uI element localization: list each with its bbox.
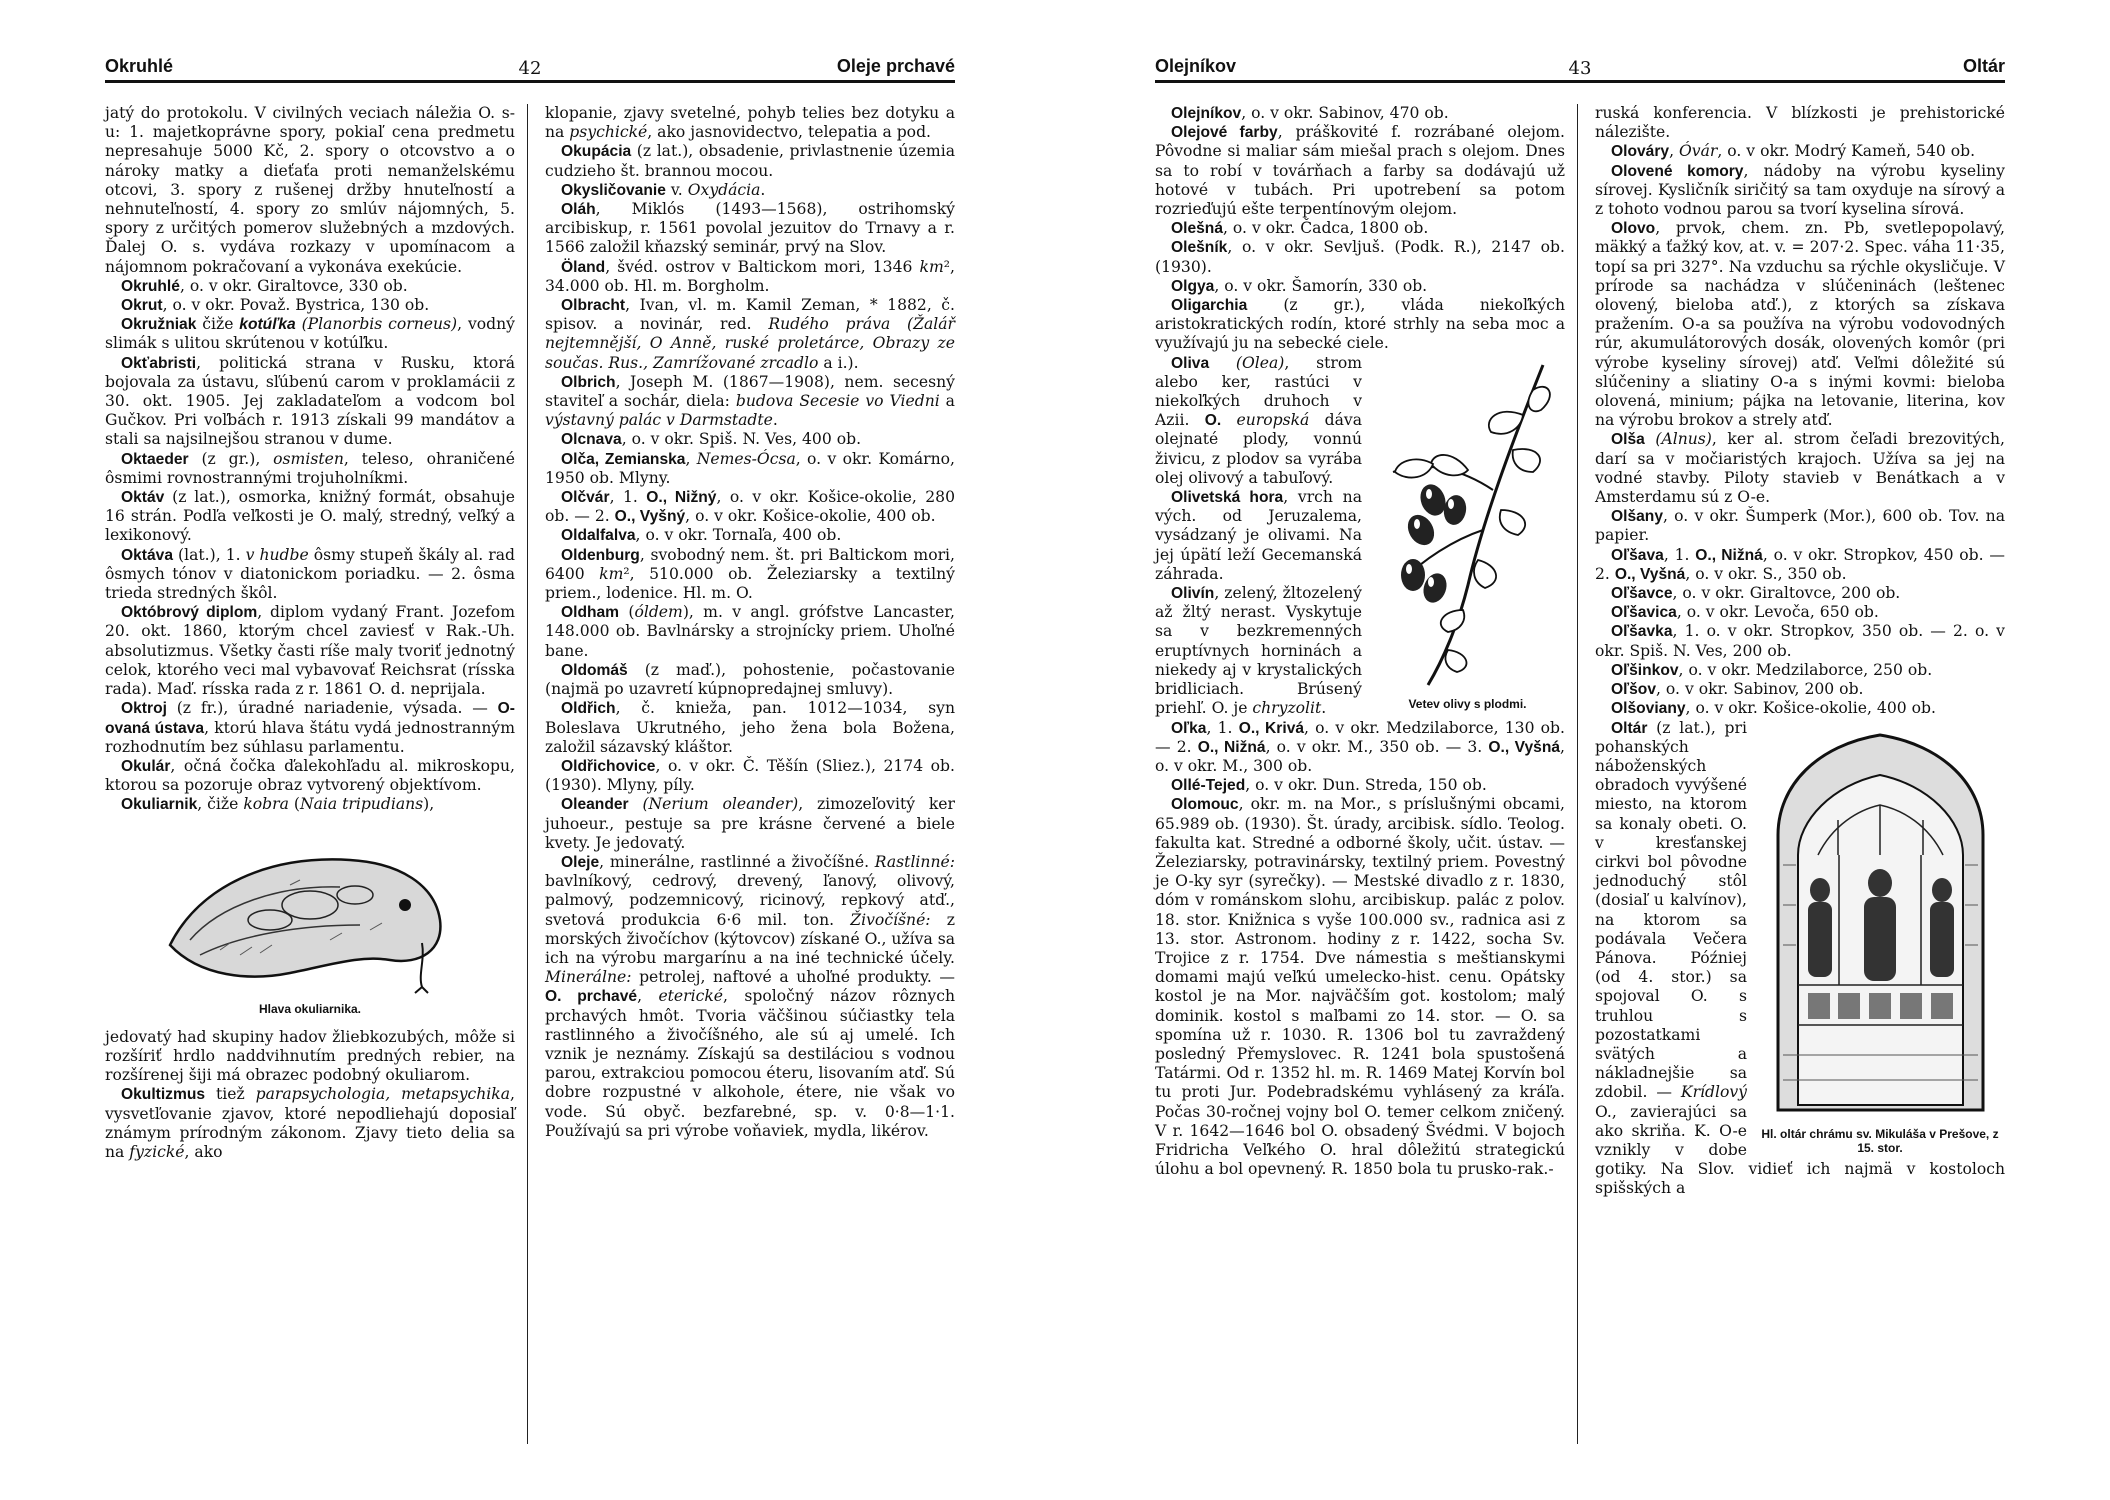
entry: Olcnava, o. v okr. Spiš. N. Ves, 400 ob. <box>561 430 862 449</box>
page-number: 42 <box>518 58 542 79</box>
header-left-word: Okruhlé <box>105 56 174 76</box>
entry: Olovo, prvok, chem. zn. Pb, svetlepopolavý, mäkký a ťažký kov, at. v. = 207·2. Spec. váha 11·35, topí sa pri 327°. Na vzduchu sa rýchle okysličuje. V prírode sa nachádza v slúčeninách (leštenec olovený, bieloba atď.), z ktorých sa získava pražením. O-a sa používa na výrobu vodovodných rúr, akumulátorových dosák, olovených komôr (pri výrobe kyseliny sírovej) atď. Veľmi dôležité sú slúčeniny a sliatiny O-a s inými kovmi: bieloba olovená, minium; pájka na letovanie, literina, kov na výrobu brokov a strely atď. <box>1595 219 2005 430</box>
entry: Olčvár, 1. O., Nižný, o. v okr. Košice-okolie, 280 ob. — 2. O., Vyšný, o. v okr. Košice-okolie, 400 ob. <box>545 488 955 526</box>
entry: Oldenburg, svobodný nem. št. pri Baltickom mori, 6400 km², 510.000 ob. Železiarsky a textilný priem., lodenice. Hl. m. O. <box>545 545 955 603</box>
entry: jatý do protokolu. V civilných veciach náležia O. s-u: 1. majetkoprávne spory, pokiaľ cena predmetu nepresahuje 5000 Kč, 2. spory o otcovstvo a o nároky matky a dieťaťa proti nemanželskému otcovi, 3. spory z rušenej držby hnuteľností a nehnuteľností, 4. spory zo smlúv nájomných, 5. spory z určitých pomerov služebných a mzdových. Ďalej O. s. vydáva rozkazy v upomínacom a nájomnom pokračovaní a vykonáva exekúcie. <box>105 104 515 276</box>
entry: Oktroj (z fr.), úradné nariadenie, výsada. — O-ovaná ústava, ktorú hlava štátu vydá jednostranným rozhodnutím bez súhlasu parlamentu. <box>105 699 516 756</box>
entry: Oldřich, č. knieža, pan. 1012—1034, syn Boleslava Ukrutného, jeho žena bola Božena, založil sázavský kláštor. <box>545 699 955 756</box>
page-header <box>1155 50 2005 83</box>
altar-caption: Hl. oltár chrámu sv. Mikuláša v Prešove, z 15. stor. <box>1761 1126 1999 1155</box>
right-page <box>1110 0 2110 1500</box>
entry: Oliva (Olea), strom alebo ker, rastúci v niekoľkých druhoch v Azii. O. europská dáva olejnaté plody, vonnú živicu, z plodov sa vyrába olej olivový a tabuľový. <box>1155 353 1362 487</box>
entry: Olomouc, okr. m. na Mor., s príslušnými obcami, 65.989 ob. (1930). Št. úrady, arcibisk. sídlo. Teolog. fakulta kat. Stredné a odborné školy, učit. ústav. — Železiarsky, potravinársky, textilný priem. Povestný je O-ky syr (syrečky). — Mestské divadlo z r. 1830, dóm v románskom slohu, arcibiskup. palác z polov. 18. stor. Knižnica s vyše 100.000 sv., radnica asi z 13. stor. Astronom. hodiny z r. 1422, socha Sv. Trojice z r. 1754. Dve námestia s meštianskymi domami majú veľkú umelecko-hist. cenu. Opátsky kostol je na Mor. najväčším got. kostolom; malý dominik. kostol s maľbami zo 14. stor. — O. sa spomína už r. 1030. R. 1306 bol tu zavraždený posledný Přemyslovec. R. 1241 bola spustošená Tatármi. Od r. 1352 hl. m. R. 1469 Matej Korvín bol tu proti Jur. Podebradskému vyhlásený za kráľa. Počas 30-ročnej vojny bol O. temer celkom zničený. V r. 1642—1646 bol O. obsadený Švédmi. V bojoch Fridricha Veľkého O. hral dôležitú strategickú úlohu a bol opevnený. R. 1850 bola tu prusko-rak.- <box>1155 795 1565 1179</box>
entry: Oľšava, 1. O., Nižná, o. v okr. Stropkov, 450 ob. — 2. O., Vyšná, o. v okr. S., 350 ob. <box>1595 545 2006 583</box>
entry: Oktaeder (z gr.), osmisten, teleso, ohraničené ôsmimi rovnostrannými trojuholníkmi. <box>105 449 516 487</box>
entry: Oľšavce, o. v okr. Giraltovce, 200 ob. <box>1611 584 1901 603</box>
entry: Oligarchia (z gr.), vláda niekoľkých aristokratických rodín, ktoré strhly na seba moc a využívajú ju na sebecké ciele. <box>1155 296 1565 353</box>
entry: Oľšavica, o. v okr. Levoča, 650 ob. <box>1611 603 1879 622</box>
entry: Olšoviany, o. v okr. Košice-okolie, 400 ob. <box>1611 699 1936 718</box>
entry: Olša (Alnus), ker al. strom čeľadi brezovitých, darí sa v močiaristých krajoch. Užíva sa jej na vodné stavby. Piloty stavieb v Benátkach a v Amsterdamu sú z O-e. <box>1595 430 2005 507</box>
altar-illustration <box>1758 725 2003 1120</box>
right-page-column-1 <box>1155 104 1565 1179</box>
entry: Oľka, 1. O., Krivá, o. v okr. Medzilaborce, 130 ob. — 2. O., Nižná, o. v okr. M., 350 ob. — 3. O., Vyšná, o. v okr. M., 300 ob. <box>1155 718 1566 775</box>
entry: Olšany, o. v okr. Šumperk (Mor.), 600 ob. Tov. na papier. <box>1595 507 2005 545</box>
entry: Olivín, zelený, žltozelený až žltý nerast. Vyskytuje sa v bezkremenných eruptívnych horninách a niekedy aj v krystalických bridliciach. Brúsený priehľ. O. je chryzolit. <box>1155 584 1362 718</box>
entry: Oktáv (z lat.), osmorka, knižný formát, obsahuje 16 strán. Podľa veľkosti je O. malý, stredný, veľký a lexikonový. <box>105 488 515 545</box>
entry: Olgya, o. v okr. Šamorín, 330 ob. <box>1171 276 1428 295</box>
column-divider <box>1577 104 1578 1444</box>
entry: klopanie, zjavy svetelné, pohyb telies bez dotyku a na psychické, ako jasnovidectvo, telepatia a pod. <box>545 104 955 142</box>
entry: Okulár, očná čočka ďalekohľadu al. mikroskopu, ktorou sa pozoruje obraz vytvorený objektívom. <box>105 756 515 795</box>
entry: Olováry, Óvár, o. v okr. Modrý Kameň, 540 ob. <box>1611 142 1976 161</box>
entry: Oldřichovice, o. v okr. Č. Těšín (Sliez.), 2174 ob. (1930). Mlyny, píly. <box>545 756 955 795</box>
snake-figure <box>105 825 515 1016</box>
entry: Okupácia (z lat.), obsadenie, privlastnenie územia cudzieho št. brannou mocou. <box>545 142 955 180</box>
entry: Okťabristi, politická strana v Rusku, ktorá bojovala za ústavu, sľúbenú carom v proklamácii z 30. okt. 1905. Jej zakladateľom a vodcom bol Gučkov. Pri voľbách r. 1913 získali 99 mandátov a stali sa najsilnejšou stranou v dume. <box>105 353 515 449</box>
entry: Ollé-Tejed, o. v okr. Dun. Streda, 150 ob. <box>1171 776 1487 795</box>
entry: Olešník, o. v okr. Sevljuš. (Podk. R.), 2147 ob. (1930). <box>1155 238 1565 276</box>
entry: Oľšov, o. v okr. Sabinov, 200 ob. <box>1611 680 1864 699</box>
olive-figure <box>1370 360 1565 711</box>
altar-figure <box>1755 725 2005 1155</box>
entry: Olivetská hora, vrch na vých. od Jeruzalema, vysádzaný je olivami. Na jej úpätí leží Gecemanská záhrada. <box>1155 488 1362 583</box>
left-page-column-2 <box>545 104 955 1141</box>
entry: Oľšavka, 1. o. v okr. Stropkov, 350 ob. — 2. o. v okr. Spiš. N. Ves, 200 ob. <box>1595 622 2005 660</box>
column-divider <box>527 104 528 1444</box>
header-left-word: Olejníkov <box>1155 56 1237 76</box>
entry: Okysličovanie v. Oxydácia. <box>561 180 766 199</box>
page-number: 43 <box>1568 58 1592 79</box>
entry: Okuliarnik, čiže kobra (Naia tripudians), <box>121 795 435 814</box>
entry: Olejníkov, o. v okr. Sabinov, 470 ob. <box>1171 104 1449 122</box>
entry: Oldomáš (z maď.), pohostenie, počastovanie (najmä po uzavretí kúpnopredajnej smluvy). <box>545 660 955 699</box>
left-page-column-1 <box>105 104 515 1162</box>
entry: Okultizmus tiež parapsychologia, metapsychika, vysvetľovanie zjavov, ktoré nepodliehajú doposiaľ známym prírodným zákonom. Zjavy tieto delia sa na fyzické, ako <box>105 1085 515 1161</box>
page-header <box>105 50 955 83</box>
entry: Oleander (Nerium oleander), zimozeľovitý ker juhoeur., pestuje sa pre krásne červené a biele kvety. Je jedovatý. <box>545 795 955 852</box>
entry: Oldalfalva, o. v okr. Tornaľa, 400 ob. <box>561 526 842 545</box>
left-page <box>0 0 1000 1500</box>
entry: Okruhlé, o. v okr. Giraltovce, 330 ob. <box>121 276 408 295</box>
entry: Olešná, o. v okr. Čadca, 1800 ob. <box>1171 219 1429 238</box>
entry: Oľšinkov, o. v okr. Medzilaborce, 250 ob. <box>1611 660 1933 679</box>
entry: Oltár (z lat.), pri pohanských náboženských obradoch vyvýšené miesto, na ktorom sa konaly obeti. O. v kresťanskej cirkvi bol pôvodne jednoduchý stôl (dosiaľ u kalvínov), na ktorom sa podávala Večera Pánova. Później (od 4. stor.) sa spojoval O. s truhlou s pozostatkami svätých a nákladnejšie sa zdobil. — Krídlový O., zavierajúci sa ako skriňa. K. O-e vznikly v dobe gotiky. Na Slov. vidieť ich najmä v kostoloch spišských a <box>1595 718 2005 1198</box>
entry: Okrut, o. v okr. Považ. Bystrica, 130 ob. <box>121 296 430 315</box>
snake-caption: Hlava okuliarnika. <box>258 1001 362 1016</box>
header-right-word: Oltár <box>1962 56 2005 76</box>
entry: jedovatý had skupiny hadov žliebkozubých, môže si rozšíriť hrdlo naddvihnutím predných rebier, na rozšírenej šiji má obrazec podobný okuliarom. <box>105 1027 515 1085</box>
entry: Öland, švéd. ostrov v Baltickom mori, 1346 km², 34.000 ob. Hl. m. Borgholm. <box>545 257 955 295</box>
entry: Olovené komory, nádoby na výrobu kyseliny sírovej. Kysličník siričitý sa tam oxyduje na sírový a z tohoto vodnou parou sa tvorí kyselina sírová. <box>1595 161 2005 219</box>
entry: Olča, Zemianska, Nemes-Ócsa, o. v okr. Komárno, 1950 ob. Mlyny. <box>545 449 955 487</box>
olive-branch-illustration <box>1373 360 1563 690</box>
entry: Oláh, Miklós (1493—1568), ostrihomský arcibiskup, r. 1561 povolal jezuitov do Trnavy a r. 1566 založil kňazský seminár, prvý na Slov. <box>545 200 955 257</box>
entry: Okružniak čiže kotúľka (Planorbis corneus), vodný slimák s ulitou skrútenou v kotúľku. <box>105 315 515 353</box>
entry: Olbracht, Ivan, vl. m. Kamil Zeman, * 1882, č. spisov. a novinár, red. Rudého práva (Žalář nejtemnější, O Anně, ruské proletárce, Obrazy ze součas. Rus., Zamrížované zrcadlo a i.). <box>545 296 955 372</box>
header-right-word: Oleje prchavé <box>836 56 955 76</box>
entry: Októbrový diplom, diplom vydaný Frant. Jozefom 20. okt. 1860, ktorým chcel zaviesť v Rak.-Uh. absolutizmus. Všetky časti ríše maly tvoriť jednotný celok, ktorého veci mal vybavovať Reichsrat (rísska rada). Maď. rísska rada z r. 1861 O. d. neprijala. <box>105 603 515 699</box>
cobra-head-illustration <box>160 825 460 995</box>
entry: Olejové farby, práškovité f. rozrábané olejom. Pôvodne si maliar sám miešal prach s olejom. Dnes sa to robí v továrňach a farby sa dodávajú už hotové v tubách. Pri upotrebení sa potom rozrieďujú ešte terpentínovým olejom. <box>1155 123 1565 219</box>
entry: Oktáva (lat.), 1. v hudbe ôsmy stupeň škály al. rad ôsmych tónov v diatonickom poriadku. — 2. ôsma trieda stredných škôl. <box>105 545 515 603</box>
entry: Olbrich, Joseph M. (1867—1908), nem. secesný staviteľ a sochár, diela: budova Secesie vo Viedni a výstavný palác v Darmstadte. <box>545 372 955 430</box>
entry: Oldham (óldem), m. v angl. grófstve Lancaster, 148.000 ob. Bavlnársky a strojnícky priem. Uhoľné bane. <box>545 603 956 660</box>
olive-caption: Vetev olivy s plodmi. <box>1408 696 1527 711</box>
entry: ruská konferencia. V blízkosti je prehistorické nálezište. <box>1595 104 2005 142</box>
entry: Oleje, minerálne, rastlinné a živočíšné. Rastlinné: bavlníkový, cedrový, drevený, ľanový, olivový, palmový, podzemnicový, ricinový, repkový atď., svetová produkcia 6·6 mil. ton. Živočíšné: z morských živočíchov (kýtovcov) získané O., užíva sa ich na výrobu margarínu a na iné technické účely. Minerálne: petrolej, naftové a uhoľné produkty. — O. prchavé, eterické, spoločný názov rôznych prchavých hmôt. Tvoria väčšinou súčiastky tela rastlinného a živočíšného, ale sú aj umelé. Ich vznik je neznámy. Získajú sa destiláciou s vodnou parou, extrakciou pomocou éteru, lisovaním atď. Sú dobre rozpustné v alkohole, étere, nie však vo vode. Sú obyč. bezfarebné, sp. v. 0·8—1·1. Používajú sa pri výrobe voňaviek, mydla, likérov. <box>545 852 955 1140</box>
right-page-column-2 <box>1595 104 2005 1199</box>
